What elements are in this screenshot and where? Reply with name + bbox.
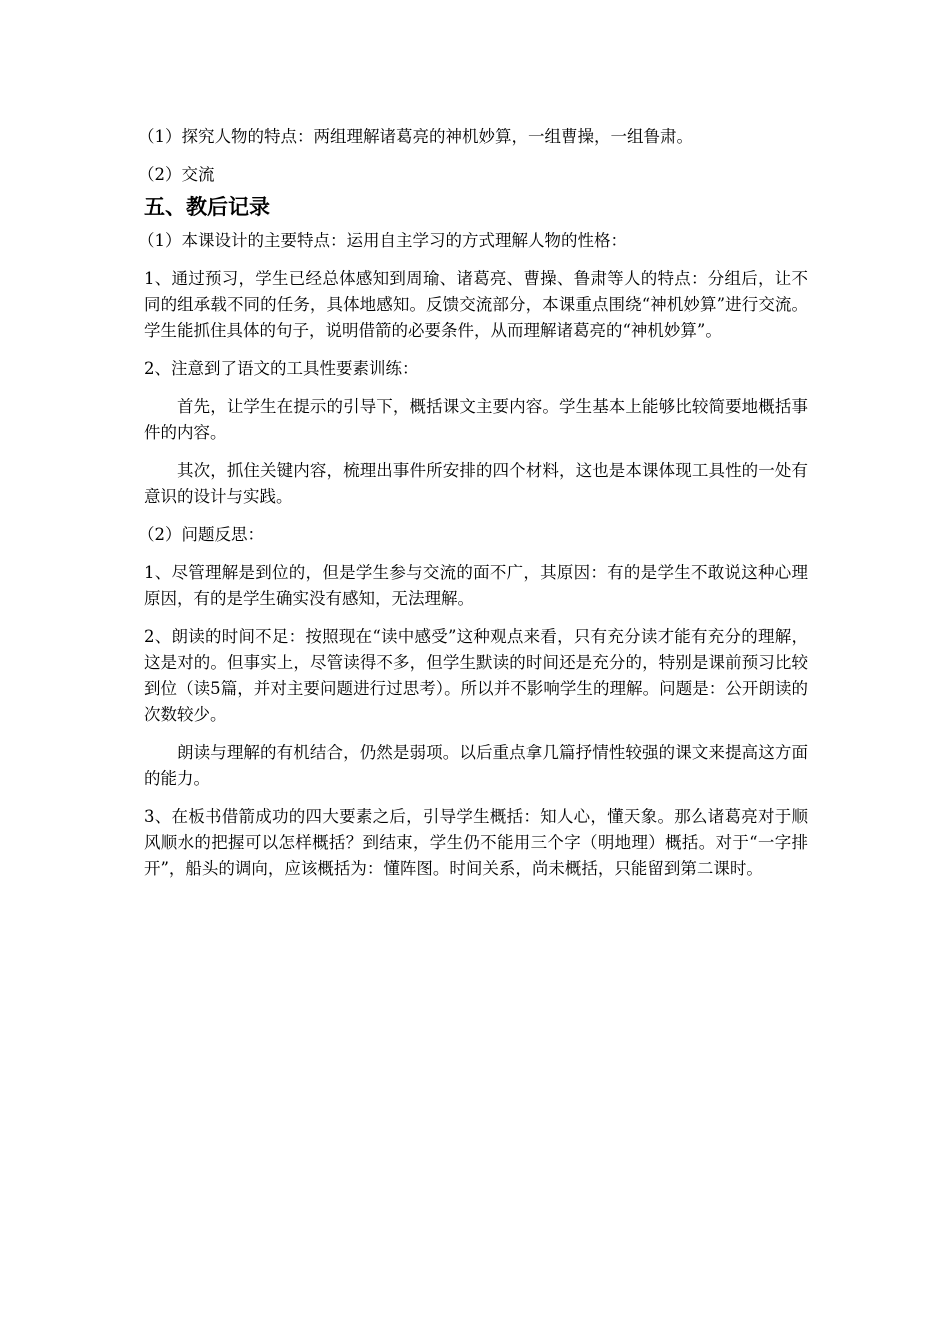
paragraph-2-1: 1、尽管理解是到位的，但是学生参与交流的面不广，其原因：有的是学生不敢说这种心理原因，有的是学生确实没有感知，无法理解。 <box>144 563 808 608</box>
section-heading-5: 五、教后记录 <box>144 194 270 219</box>
paragraph-1-2: 2、注意到了语文的工具性要素训练： <box>144 359 419 378</box>
intro-item-1: （1）探究人物的特点：两组理解诸葛亮的神机妙算，一组曹操，一组鲁肃。 <box>138 127 693 146</box>
intro-item-2: （2）交流 <box>138 165 215 184</box>
paragraph-2-4: 3、在板书借箭成功的四大要素之后，引导学生概括：知人心，懂天象。那么诸葛亮对于顺风顺水的把握可以怎样概括？到结束，学生仍不能用三个字（明地理）概括。对于“一字排开”，船头的调向，应该概括为：懂阵图。时间关系，尚未概括，只能留到第二课时。 <box>144 807 808 878</box>
paragraph-1-3: 首先，让学生在提示的引导下，概括课文主要内容。学生基本上能够比较简要地概括事件的内容。 <box>144 397 808 442</box>
paragraph-2-3: 朗读与理解的有机结合，仍然是弱项。以后重点拿几篇抒情性较强的课文来提高这方面的能力。 <box>144 743 808 788</box>
paragraph-2-2: 2、朗读的时间不足：按照现在“读中感受”这种观点来看，只有充分读才能有充分的理解，这是对的。但事实上，尽管读得不多，但学生默读的时间还是充分的，特别是课前预习比较到位（读5篇，并对主要问题进行过思考）。所以并不影响学生的理解。问题是：公开朗读的次数较少。 <box>144 627 808 724</box>
sub-heading-1: （1）本课设计的主要特点：运用自主学习的方式理解人物的性格： <box>138 231 627 250</box>
sub-heading-2: （2）问题反思： <box>138 525 264 544</box>
document-page <box>138 124 808 894</box>
paragraph-1-4: 其次，抓住关键内容，梳理出事件所安排的四个材料，这也是本课体现工具性的一处有意识的设计与实践。 <box>144 461 808 506</box>
paragraph-1-1: 1、通过预习，学生已经总体感知到周瑜、诸葛亮、曹操、鲁肃等人的特点：分组后，让不同的组承载不同的任务，具体地感知。反馈交流部分，本课重点围绕“神机妙算”进行交流。学生能抓住具体的句子，说明借箭的必要条件，从而理解诸葛亮的“神机妙算”。 <box>144 269 808 340</box>
